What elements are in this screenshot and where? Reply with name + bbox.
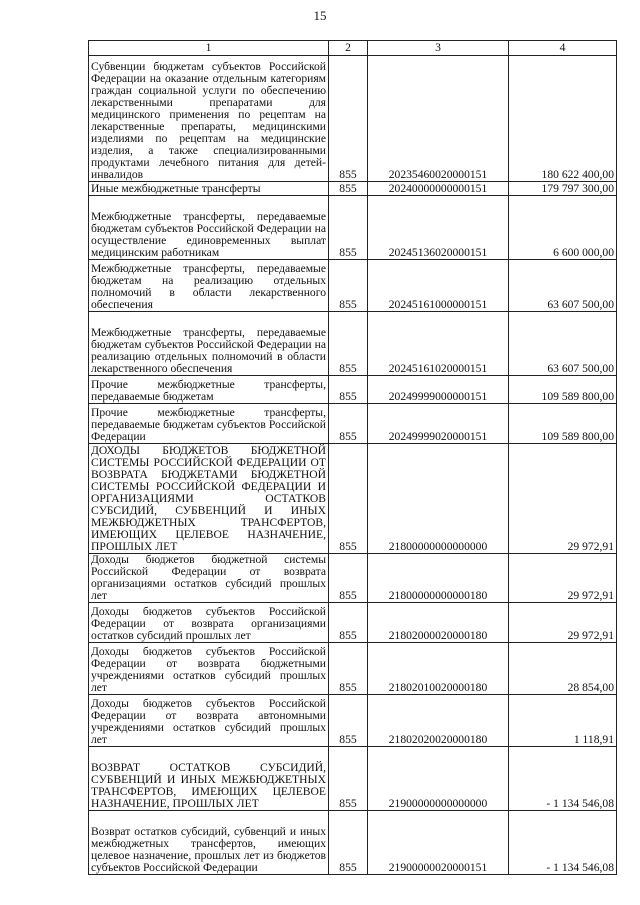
header-col-4: 4 <box>509 41 617 56</box>
row-kbk-cell: 20249999000000151 <box>368 376 509 404</box>
row-code-cell: 855 <box>329 695 368 747</box>
header-col-1: 1 <box>89 41 329 56</box>
row-sum-cell: 179 797 300,00 <box>509 182 617 196</box>
table-row <box>89 643 617 695</box>
row-kbk-cell: 21802020020000180 <box>368 695 509 747</box>
row-name-cell <box>89 747 329 811</box>
row-kbk-cell: 21800000000000000 <box>368 444 509 554</box>
row-code-cell: 855 <box>329 643 368 695</box>
row-name-cell <box>89 376 329 404</box>
row-sum-cell: 28 854,00 <box>509 643 617 695</box>
row-kbk-cell: 21802010020000180 <box>368 643 509 695</box>
row-code-cell: 855 <box>329 404 368 444</box>
row-name-cell <box>89 404 329 444</box>
row-kbk-cell: 21800000000000180 <box>368 554 509 603</box>
table-row <box>89 56 617 182</box>
row-name-cell <box>89 554 329 603</box>
row-code-cell: 855 <box>329 747 368 811</box>
row-sum-cell: 6 600 000,00 <box>509 196 617 260</box>
row-sum-cell: 109 589 800,00 <box>509 376 617 404</box>
row-name-cell <box>89 312 329 376</box>
revenue-table <box>88 40 617 875</box>
row-name-cell <box>89 56 329 182</box>
table-row <box>89 196 617 260</box>
table-row <box>89 376 617 404</box>
table-row <box>89 554 617 603</box>
row-name-cell <box>89 695 329 747</box>
header-col-3: 3 <box>368 41 509 56</box>
page-number: 15 <box>313 8 327 23</box>
row-name-cell <box>89 603 329 643</box>
row-code-cell: 855 <box>329 182 368 196</box>
table-row <box>89 811 617 875</box>
table-row <box>89 747 617 811</box>
row-name-text: Доходы бюджетов бюджетной системы Российской Федерации от возврата организациями остатков субсидий прошлых лет <box>91 553 326 602</box>
row-kbk-cell: 21802000020000180 <box>368 603 509 643</box>
table-row <box>89 182 617 196</box>
row-sum-cell: 63 607 500,00 <box>509 312 617 376</box>
row-code-cell: 855 <box>329 444 368 554</box>
row-kbk-cell: 20240000000000151 <box>368 182 509 196</box>
row-name-cell <box>89 643 329 695</box>
row-name-text: Доходы бюджетов субъектов Российской Федерации от возврата автономными учреждениями остатков субсидий прошлых лет <box>91 697 326 746</box>
row-name-text: Возврат остатков субсидий, субвенций и иных межбюджетных трансфертов, имеющих целевое назначение, прошлых лет из бюджетов субъектов Российской Федерации <box>91 825 326 874</box>
row-name-text: Прочие межбюджетные трансферты, передаваемые бюджетам <box>91 378 326 403</box>
row-kbk-cell: 20235460020000151 <box>368 56 509 182</box>
row-code-cell: 855 <box>329 811 368 875</box>
row-kbk-cell: 21900000020000151 <box>368 811 509 875</box>
row-code-cell: 855 <box>329 376 368 404</box>
row-name-text: Иные межбюджетные трансферты <box>91 182 261 195</box>
table-row <box>89 603 617 643</box>
row-sum-cell: 1 118,91 <box>509 695 617 747</box>
row-name-cell <box>89 196 329 260</box>
row-kbk-cell: 20245161020000151 <box>368 312 509 376</box>
row-sum-cell: - 1 134 546,08 <box>509 747 617 811</box>
row-sum-cell: 29 972,91 <box>509 554 617 603</box>
row-kbk-cell: 20245161000000151 <box>368 260 509 312</box>
row-kbk-cell: 21900000000000000 <box>368 747 509 811</box>
row-name-text: Доходы бюджетов субъектов Российской Федерации от возврата бюджетными учреждениями остатков субсидий прошлых лет <box>91 645 326 694</box>
header-col-2: 2 <box>329 41 368 56</box>
row-code-cell: 855 <box>329 196 368 260</box>
row-code-cell: 855 <box>329 260 368 312</box>
table-row <box>89 444 617 554</box>
table-row <box>89 695 617 747</box>
row-name-text: Межбюджетные трансферты, передаваемые бюджетам на реализацию отдельных полномочий в области лекарственного обеспечения <box>91 262 326 311</box>
row-sum-cell: 29 972,91 <box>509 603 617 643</box>
row-name-cell <box>89 182 329 196</box>
row-sum-cell: 63 607 500,00 <box>509 260 617 312</box>
row-name-text: Доходы бюджетов субъектов Российской Федерации от возврата организациями остатков субсидий прошлых лет <box>91 605 326 642</box>
table-row <box>89 260 617 312</box>
row-name-text: Межбюджетные трансферты, передаваемые бюджетам субъектов Российской Федерации на осуществление единовременных выплат медицинским работникам <box>91 210 326 259</box>
row-name-text: Прочие межбюджетные трансферты, передаваемые бюджетам субъектов Российской Федерации <box>91 406 326 443</box>
row-sum-cell: 29 972,91 <box>509 444 617 554</box>
row-name-cell <box>89 811 329 875</box>
table-row <box>89 312 617 376</box>
row-name-text: ДОХОДЫ БЮДЖЕТОВ БЮДЖЕТНОЙ СИСТЕМЫ РОССИЙСКОЙ ФЕДЕРАЦИИ ОТ ВОЗВРАТА БЮДЖЕТАМИ БЮДЖЕТНОЙ СИСТЕМЫ РОССИЙСКОЙ ФЕДЕРАЦИИ И ОРГАНИЗАЦИЯМИ ОСТАТКОВ СУБСИДИЙ, СУБВЕНЦИЙ И ИНЫХ МЕЖБЮДЖЕТНЫХ ТРАНСФЕРТОВ, ИМЕЮЩИХ ЦЕЛЕВОЕ НАЗНАЧЕНИЕ, ПРОШЛЫХ ЛЕТ <box>91 444 326 553</box>
row-name-text: ВОЗВРАТ ОСТАТКОВ СУБСИДИЙ, СУБВЕНЦИЙ И ИНЫХ МЕЖБЮДЖЕТНЫХ ТРАНСФЕРТОВ, ИМЕЮЩИХ ЦЕЛЕВОЕ НАЗНАЧЕНИЕ, ПРОШЛЫХ ЛЕТ <box>91 761 326 810</box>
row-kbk-cell: 20245136020000151 <box>368 196 509 260</box>
row-code-cell: 855 <box>329 603 368 643</box>
row-code-cell: 855 <box>329 312 368 376</box>
row-kbk-cell: 20249999020000151 <box>368 404 509 444</box>
row-sum-cell: 109 589 800,00 <box>509 404 617 444</box>
table-header-row <box>89 41 617 56</box>
row-name-text: Межбюджетные трансферты, передаваемые бюджетам субъектов Российской Федерации на реализацию отдельных полномочий в области лекарственного обеспечения <box>91 326 326 375</box>
row-name-cell <box>89 260 329 312</box>
row-sum-cell: - 1 134 546,08 <box>509 811 617 875</box>
row-name-cell <box>89 444 329 554</box>
row-sum-cell: 180 622 400,00 <box>509 56 617 182</box>
row-code-cell: 855 <box>329 56 368 182</box>
row-name-text: Субвенции бюджетам субъектов Российской Федерации на оказание отдельным категориям граждан социальной услуги по обеспечению лекарственными препаратами для медицинского применения по рецептам на лекарственные препараты, медицинскими изделиями по рецептам на медицинские изделия, а также специализированными продуктами лечебного питания для детей-инвалидов <box>91 60 326 181</box>
row-code-cell: 855 <box>329 554 368 603</box>
table-row <box>89 404 617 444</box>
